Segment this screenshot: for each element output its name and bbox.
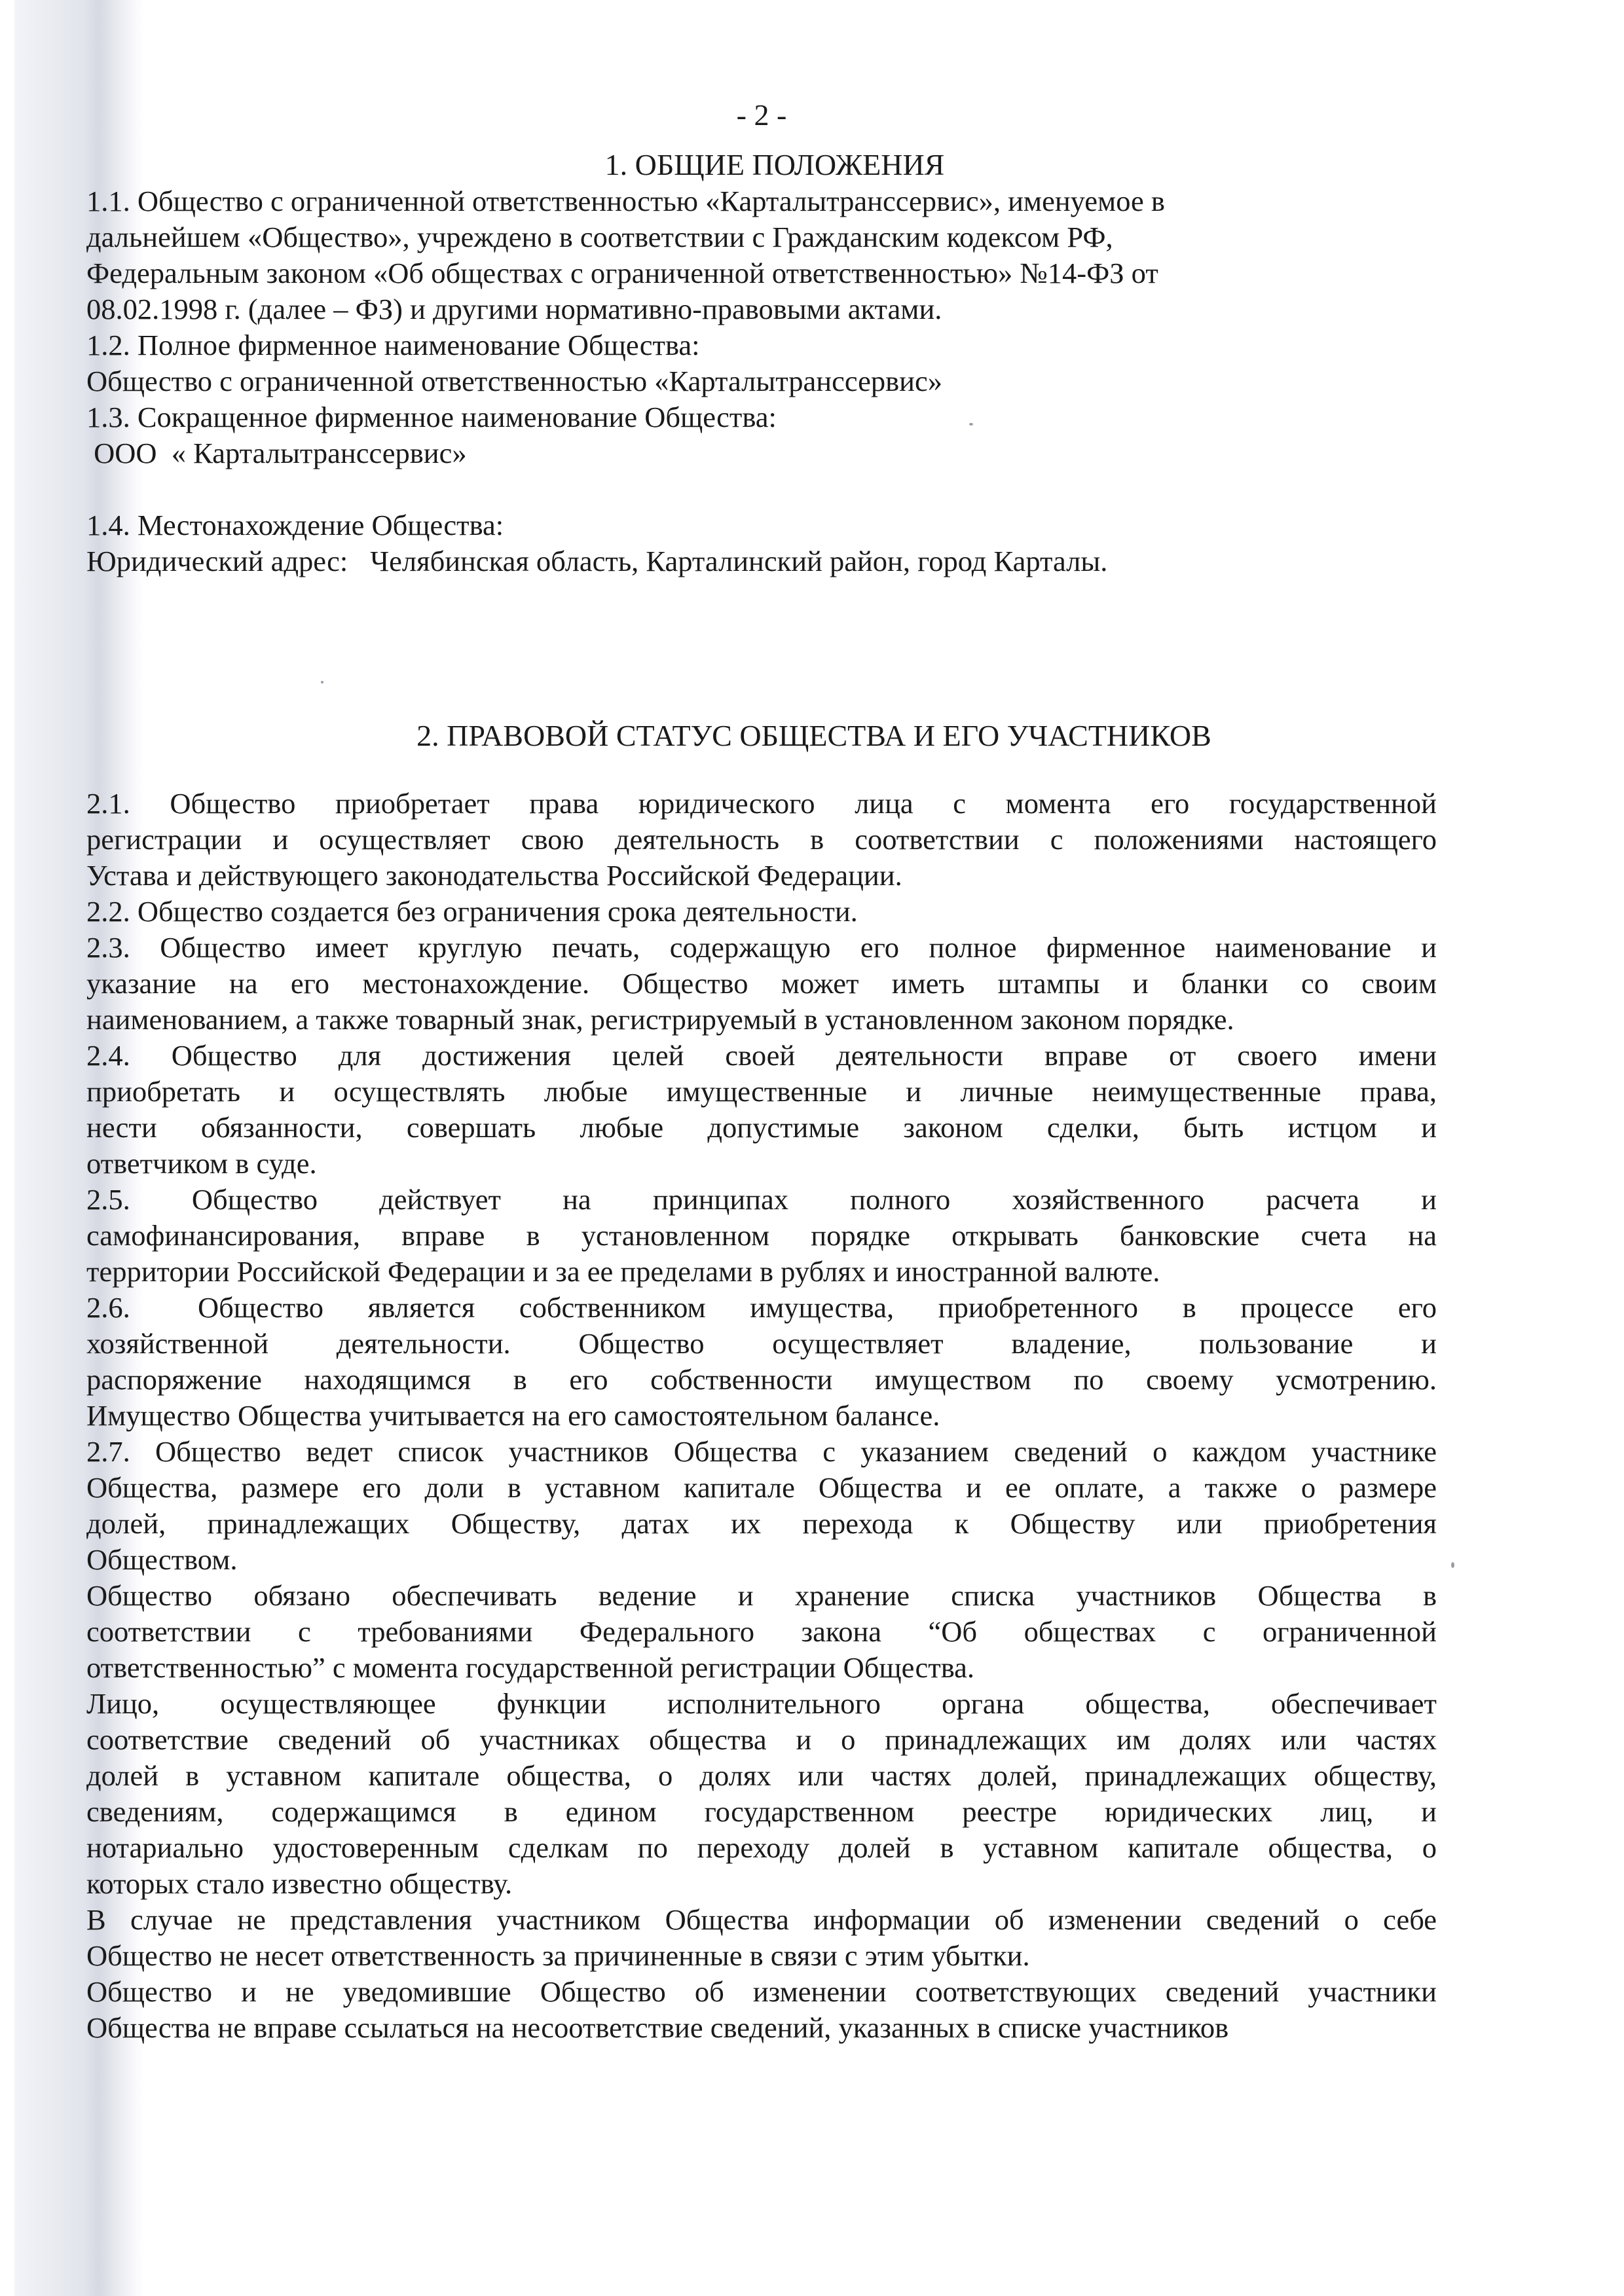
section-1-body xyxy=(86,183,1344,579)
paragraph-line: наименованием, а также товарный знак, регистрируемый в установленном законом порядке. xyxy=(86,1003,1234,1036)
section-2-paragraph xyxy=(86,1974,1437,2046)
paragraph-line: Обществом. xyxy=(86,1543,238,1576)
paragraph-line: ответственностью” с момента государственной регистрации Общества. xyxy=(86,1651,974,1684)
clause-1-2-label: 1.2. Полное фирменное наименование Общества: xyxy=(86,329,700,361)
clause-1-1-line: 1.1. Общество с ограниченной ответственностью «Карталытранссервис», именуемое в xyxy=(86,185,1165,217)
paragraph-line-text: Общество является собственником имущества, приобретенного в процессе его xyxy=(198,1291,1437,1324)
section-2-body xyxy=(86,786,1437,2046)
section-2-paragraph xyxy=(86,1038,1437,1182)
paragraph-line: Общество обязано обеспечивать ведение и хранение списка участников Общества в xyxy=(86,1579,1437,1612)
paragraph-line: Общества, размере его доли в уставном капитале Общества и ее оплате, а также о размере xyxy=(86,1471,1437,1504)
clause-1-1-line: дальнейшем «Общество», учреждено в соответствии с Гражданским кодексом РФ, xyxy=(86,221,1113,253)
paragraph-line: 2.3. Общество имеет круглую печать, содержащую его полное фирменное наименование и xyxy=(86,931,1437,964)
paragraph-line: соответствие сведений об участниках общества и о принадлежащих им долях или частях xyxy=(86,1723,1437,1756)
paragraph-line: регистрации и осуществляет свою деятельность в соответствии с положениями настоящего xyxy=(86,823,1437,856)
paragraph-line: Общество и не уведомившие Общество об изменении соответствующих сведений участники xyxy=(86,1975,1437,2008)
paragraph-line: приобретать и осуществлять любые имущественные и личные неимущественные права, xyxy=(86,1075,1437,1108)
paragraph-line: самофинансирования, вправе в установленном порядке открывать банковские счета на xyxy=(86,1219,1437,1252)
paragraph-line: Общества не вправе ссылаться на несоответствие сведений, указанных в списке участников xyxy=(86,2011,1229,2044)
paragraph-line: 2.7. Общество ведет список участников Общества с указанием сведений о каждом участнике xyxy=(86,1435,1437,1468)
paragraph-line: Лицо, осуществляющее функции исполнительного органа общества, обеспечивает xyxy=(86,1687,1437,1720)
paragraph-line: 2.1. Общество приобретает права юридического лица с момента его государственной xyxy=(86,787,1437,820)
paragraph-line: 2.5. Общество действует на принципах полного хозяйственного расчета и xyxy=(86,1183,1437,1216)
section-2-paragraph xyxy=(86,1434,1437,1578)
section-2-heading: 2. ПРАВОВОЙ СТАТУС ОБЩЕСТВА И ЕГО УЧАСТНИКОВ xyxy=(416,719,1211,752)
section-2-paragraph xyxy=(86,1290,1437,1434)
paragraph-line: указание на его местонахождение. Общество может иметь штампы и бланки со своим xyxy=(86,967,1437,1000)
short-company-name: ООО « Карталытранссервис» xyxy=(86,437,467,469)
section-2-paragraph xyxy=(86,1578,1437,1686)
section-2-paragraph xyxy=(86,1902,1437,1974)
paragraph-line: хозяйственной деятельности. Общество осуществляет владение, пользование и xyxy=(86,1327,1437,1360)
paragraph-line: долей в уставном капитале общества, о долях или частях долей, принадлежащих обществу, xyxy=(86,1759,1437,1792)
scan-speck xyxy=(1451,1562,1454,1568)
paragraph-line xyxy=(86,1290,1437,1326)
paragraph-line: ответчиком в суде. xyxy=(86,1147,317,1180)
clause-1-3-label: 1.3. Сокращенное фирменное наименование Общества: xyxy=(86,401,777,433)
scan-speck xyxy=(321,681,323,683)
paragraph-line: 2.4. Общество для достижения целей своей деятельности вправе от своего имени xyxy=(86,1039,1437,1072)
clause-1-1-line: Федеральным законом «Об обществах с ограниченной ответственностью» №14-ФЗ от xyxy=(86,257,1158,289)
section-2-paragraph xyxy=(86,786,1437,894)
legal-address-value: Челябинская область, Карталинский район, город Карталы. xyxy=(370,545,1108,577)
paragraph-line: нотариально удостоверенным сделкам по переходу долей в уставном капитале общества, о xyxy=(86,1831,1437,1864)
paragraph-line: Общество не несет ответственность за причиненные в связи с этим убытки. xyxy=(86,1939,1030,1972)
paragraph-line: территории Российской Федерации и за ее пределами в рублях и иностранной валюте. xyxy=(86,1255,1160,1288)
clause-number: 2.6. xyxy=(86,1291,130,1324)
paragraph-line: соответствии с требованиями Федерального закона “Об обществах с ограниченной xyxy=(86,1615,1437,1648)
paragraph-line: нести обязанности, совершать любые допустимые законом сделки, быть истцом и xyxy=(86,1111,1437,1144)
section-2-paragraph xyxy=(86,1686,1437,1902)
legal-address-label: Юридический адрес: xyxy=(86,545,348,577)
clause-1-1-line: 08.02.1998 г. (далее – ФЗ) и другими нормативно-правовыми актами. xyxy=(86,293,942,325)
paragraph-line: распоряжение находящимся в его собственности имуществом по своему усмотрению. xyxy=(86,1363,1437,1396)
paragraph-line: сведениям, содержащимся в едином государственном реестре юридических лиц, и xyxy=(86,1795,1437,1828)
paragraph-line: Имущество Общества учитывается на его самостоятельном балансе. xyxy=(86,1399,940,1432)
legal-address-line xyxy=(86,543,1344,579)
paragraph-line: долей, принадлежащих Обществу, датах их перехода к Обществу или приобретения xyxy=(86,1507,1437,1540)
paragraph-line: В случае не представления участником Общества информации об изменении сведений о себе xyxy=(86,1903,1437,1936)
section-1-heading: 1. ОБЩИЕ ПОЛОЖЕНИЯ xyxy=(604,148,945,181)
paragraph-line: 2.2. Общество создается без ограничения срока деятельности. xyxy=(86,895,858,928)
paragraph-line: которых стало известно обществу. xyxy=(86,1867,513,1900)
full-company-name: Общество с ограниченной ответственностью «Карталытранссервис» xyxy=(86,365,942,397)
clause-1-4-label: 1.4. Местонахождение Общества: xyxy=(86,509,504,541)
section-2-paragraph xyxy=(86,1182,1437,1290)
paragraph-line: Устава и действующего законодательства Российской Федерации. xyxy=(86,859,902,892)
page-number: - 2 - xyxy=(736,98,787,132)
section-2-paragraph xyxy=(86,930,1437,1038)
section-2-paragraph xyxy=(86,894,1437,930)
